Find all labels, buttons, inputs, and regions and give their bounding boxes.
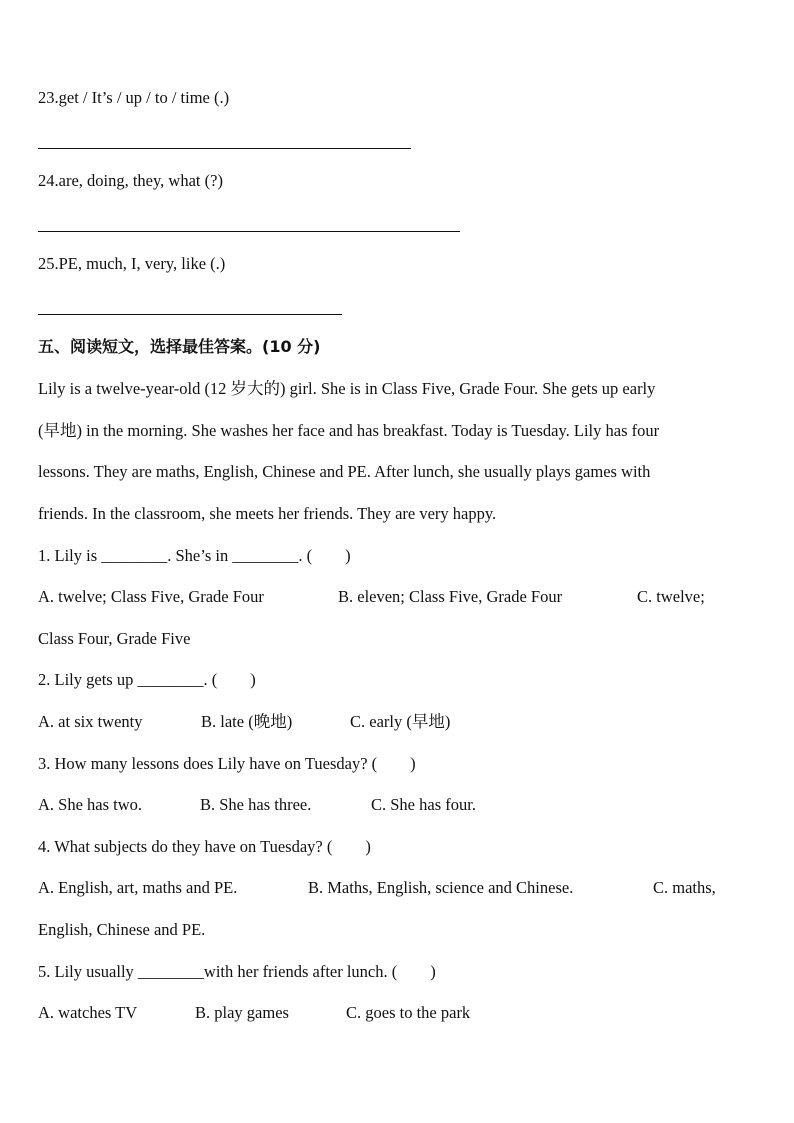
q2-option-b[interactable]: B. late (晚地) bbox=[201, 712, 293, 731]
question-23: 23.get / It’s / up / to / time (.) bbox=[38, 88, 230, 107]
q5-option-c[interactable]: C. goes to the park bbox=[346, 1003, 471, 1022]
q1-option-c[interactable]: C. twelve; bbox=[637, 587, 705, 606]
q3-option-b[interactable]: B. She has three. bbox=[200, 795, 312, 814]
q1-option-c-continued[interactable]: Class Four, Grade Five bbox=[38, 629, 191, 648]
q1-option-a[interactable]: A. twelve; Class Five, Grade Four bbox=[38, 587, 264, 606]
reading-question-3: 3. How many lessons does Lily have on Tuesday? ( ) bbox=[38, 754, 416, 773]
q5-option-b[interactable]: B. play games bbox=[195, 1003, 289, 1022]
passage-line-4: friends. In the classroom, she meets her friends. They are very happy. bbox=[38, 504, 497, 523]
answer-line-24[interactable] bbox=[38, 231, 460, 232]
q4-option-a[interactable]: A. English, art, maths and PE. bbox=[38, 878, 238, 897]
section-5-heading: 五、阅读短文，选择最佳答案。(10 分) bbox=[38, 337, 321, 356]
q5-option-a[interactable]: A. watches TV bbox=[38, 1003, 138, 1022]
q2-option-c[interactable]: C. early (早地) bbox=[350, 712, 451, 731]
passage-line-2: (早地) in the morning. She washes her face and has breakfast. Today is Tuesday. Lily has four bbox=[38, 421, 660, 440]
q2-option-a[interactable]: A. at six twenty bbox=[38, 712, 143, 731]
passage-line-1: Lily is a twelve-year-old (12 岁大的) girl. She is in Class Five, Grade Four. She gets up early bbox=[38, 379, 656, 398]
q4-option-c-continued[interactable]: English, Chinese and PE. bbox=[38, 920, 206, 939]
reading-question-5: 5. Lily usually ________with her friends after lunch. ( ) bbox=[38, 962, 436, 981]
q4-option-b[interactable]: B. Maths, English, science and Chinese. bbox=[308, 878, 574, 897]
passage-line-3: lessons. They are maths, English, Chinese and PE. After lunch, she usually plays games with bbox=[38, 462, 651, 481]
reading-question-1: 1. Lily is ________. She’s in ________. ( ) bbox=[38, 546, 351, 565]
answer-line-23[interactable] bbox=[38, 148, 411, 149]
q3-option-a[interactable]: A. She has two. bbox=[38, 795, 143, 814]
q3-option-c[interactable]: C. She has four. bbox=[371, 795, 476, 814]
question-24: 24.are, doing, they, what (?) bbox=[38, 171, 223, 190]
answer-line-25[interactable] bbox=[38, 314, 342, 315]
q1-option-b[interactable]: B. eleven; Class Five, Grade Four bbox=[338, 587, 563, 606]
reading-question-4: 4. What subjects do they have on Tuesday? ( ) bbox=[38, 837, 371, 856]
question-25: 25.PE, much, I, very, like (.) bbox=[38, 254, 226, 273]
reading-question-2: 2. Lily gets up ________. ( ) bbox=[38, 670, 256, 689]
q4-option-c[interactable]: C. maths, bbox=[653, 878, 716, 897]
